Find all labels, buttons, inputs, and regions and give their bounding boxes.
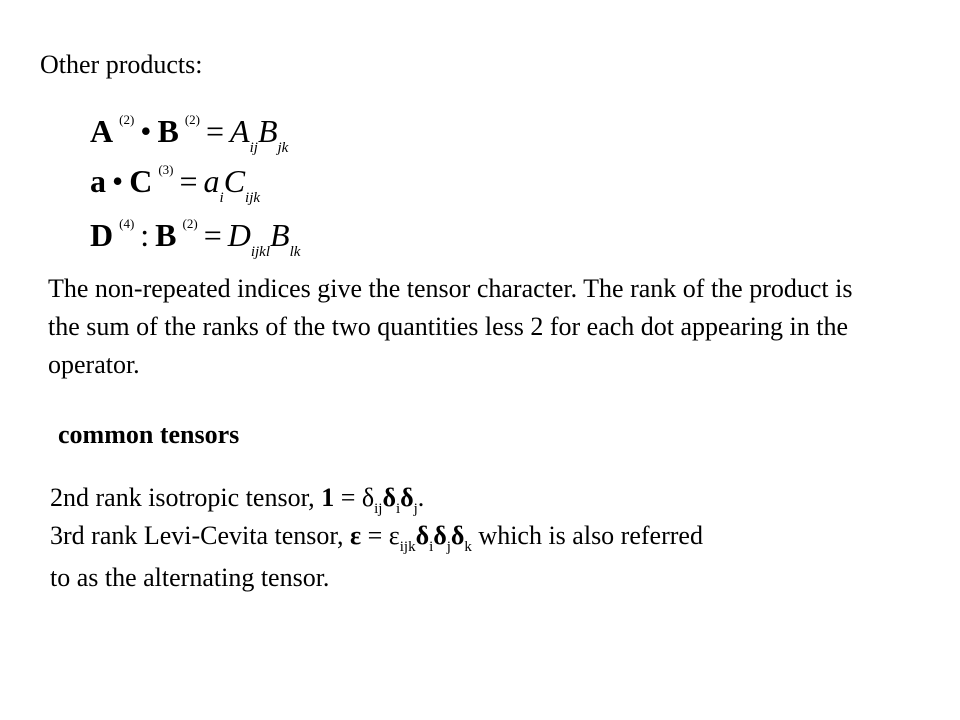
index-subscript: j — [446, 539, 451, 555]
term-a: A — [90, 113, 114, 149]
index-subscript: lk — [289, 244, 301, 260]
identity-symbol: 1 — [321, 483, 335, 512]
isotropic-prefix: 2nd rank isotropic tensor, — [50, 483, 322, 512]
equals-sign: = — [203, 217, 222, 253]
rank-superscript: (2) — [119, 112, 135, 127]
component-b: B — [257, 113, 278, 149]
equals-delta: = δ — [334, 483, 375, 512]
index-subscript: i — [429, 539, 434, 555]
index-subscript: j — [413, 501, 418, 517]
period: . — [417, 483, 425, 512]
index-subscript: jk — [277, 140, 289, 156]
colon-operator: : — [140, 217, 150, 253]
rank-superscript: (2) — [182, 216, 198, 231]
rank-superscript: (2) — [184, 112, 200, 127]
index-subscript: ij — [374, 501, 383, 517]
index-subscript: ijkl — [250, 244, 271, 260]
epsilon-symbol: ε — [350, 521, 362, 550]
term-d: D — [90, 217, 114, 253]
index-subscript: ij — [249, 140, 258, 156]
component-d: D — [227, 217, 251, 253]
levi-civita-tensor-line — [50, 518, 703, 565]
dot-operator: • — [140, 113, 152, 149]
levi-prefix: 3rd rank Levi-Cevita tensor, — [50, 521, 351, 550]
index-subscript: k — [464, 539, 472, 555]
term-b: B — [157, 113, 179, 149]
equals-epsilon: = ε — [361, 521, 400, 550]
basis-delta: δ — [382, 483, 396, 512]
term-c: C — [129, 163, 153, 199]
component-a: a — [203, 163, 220, 199]
index-subscript: i — [395, 501, 401, 517]
index-subscript: i — [219, 190, 224, 206]
term-b: B — [155, 217, 177, 253]
basis-delta: δ — [450, 521, 465, 550]
basis-delta: δ — [433, 521, 447, 550]
term-a: a — [90, 163, 106, 199]
rank-superscript: (3) — [158, 162, 174, 177]
component-a: A — [230, 113, 250, 149]
levi-suffix: which is also referred — [471, 521, 703, 550]
heading-other-products: Other products: — [40, 50, 203, 79]
dot-operator: • — [112, 163, 124, 199]
rank-superscript: (4) — [119, 216, 135, 231]
index-subscript: ijk — [245, 190, 261, 206]
index-subscript: ijk — [399, 539, 416, 555]
equals-sign: = — [179, 163, 198, 199]
basis-delta: δ — [415, 521, 430, 550]
component-c: C — [223, 163, 246, 199]
basis-delta: δ — [400, 483, 414, 512]
equation-double-contraction-d-b — [90, 204, 300, 272]
alternating-tensor-line: to as the alternating tensor. — [50, 563, 330, 592]
common-tensors-heading: common tensors — [58, 420, 240, 449]
component-b: B — [270, 217, 290, 253]
rank-explanation-paragraph: The non-repeated indices give the tensor character. The rank of the product is the sum of the ranks of the two quantities less 2 for each dot appearing in the operator. — [48, 274, 853, 379]
equals-sign: = — [206, 113, 225, 149]
